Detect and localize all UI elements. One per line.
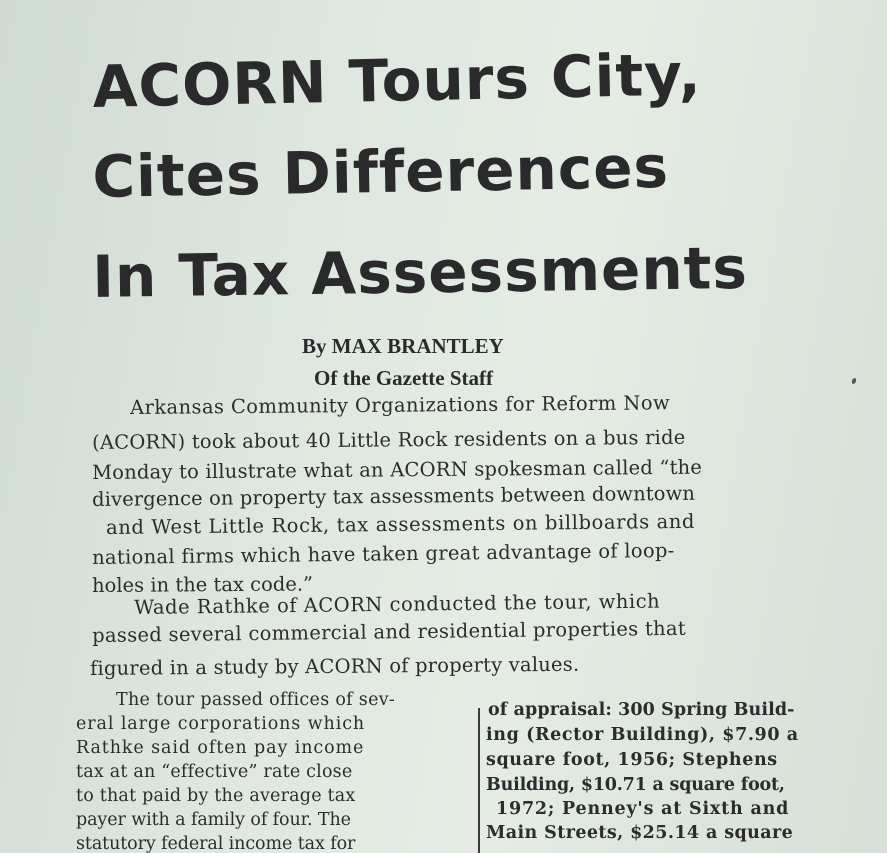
- column-divider: [478, 708, 480, 853]
- headline-line-3: In Tax Assessments: [91, 233, 749, 311]
- right-column-line: Main Streets, $25.14 a square: [486, 823, 794, 843]
- left-column-line: The tour passed offices of sev-: [116, 690, 396, 710]
- lead-line: Arkansas Community Organizations for Reform Now: [129, 391, 671, 419]
- lead-line: figured in a study by ACORN of property values.: [89, 652, 580, 680]
- lead-line: holes in the tax code.”: [91, 572, 314, 597]
- headline-line-1: ACORN Tours City,: [91, 40, 703, 121]
- lead-line: passed several commercial and residential properties that: [91, 616, 687, 647]
- lead-line: national firms which have taken great advantage of loop-: [91, 538, 675, 569]
- left-column-line: to that paid by the average tax: [76, 786, 356, 806]
- byline-staff: Of the Gazette Staff: [314, 366, 494, 390]
- left-column-line: payer with a family of four. The: [76, 810, 351, 830]
- right-column-line: 1972; Penney's at Sixth and: [496, 799, 790, 819]
- ink-speck: [851, 377, 857, 384]
- right-column-line: ing (Rector Building), $7.90 a: [486, 725, 799, 745]
- lead-line: (ACORN) took about 40 Little Rock residents on a bus ride: [91, 425, 686, 454]
- lead-line: and West Little Rock, tax assessments on billboards and: [105, 509, 696, 539]
- right-column-line: square foot, 1956; Stephens: [486, 750, 778, 770]
- byline-author: By MAX BRANTLEY: [302, 334, 504, 358]
- headline-line-2: Cites Differences: [91, 132, 670, 211]
- right-column-line: Building, $10.71 a square foot,: [486, 775, 785, 795]
- left-column-line: eral large corporations which: [76, 714, 366, 734]
- left-column-line: Rathke said often pay income: [76, 738, 365, 758]
- lead-line: Monday to illustrate what an ACORN spokesman called “the: [91, 455, 703, 484]
- right-column-line: of appraisal: 300 Spring Build-: [488, 700, 795, 720]
- lead-line: Wade Rathke of ACORN conducted the tour, which: [133, 589, 661, 619]
- left-column-line: statutory federal income tax for: [76, 834, 356, 853]
- left-column-line: tax at an “effective” rate close: [76, 762, 353, 782]
- lead-line: divergence on property tax assessments between downtown: [91, 481, 696, 511]
